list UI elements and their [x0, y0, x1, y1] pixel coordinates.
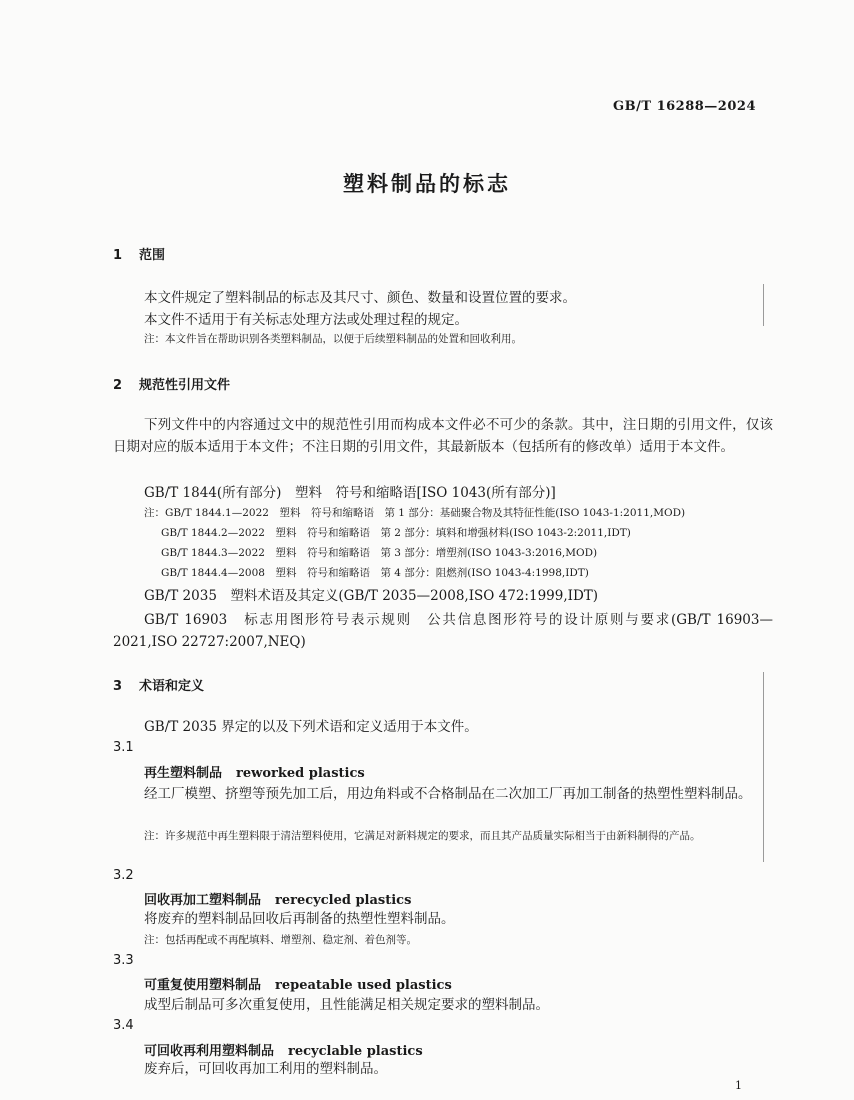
- page-number: 1: [735, 1079, 742, 1092]
- standard-number: GB/T 16288—2024: [613, 99, 756, 114]
- term-3-4-definition: 废弃后，可回收再加工利用的塑料制品。: [144, 1061, 387, 1077]
- reference-note-1: 注：GB/T 1844.1—2022 塑料 符号和缩略语 第 1 部分：基础聚合物及其特征性能(ISO 1043-1:2011,MOD): [144, 507, 686, 519]
- term-3-2-note: 注：包括再配或不再配填料、增塑剂、稳定剂、着色剂等。: [144, 934, 417, 946]
- section-number: 1: [113, 248, 123, 263]
- term-number: 3.4: [113, 1018, 134, 1033]
- term-number: 3.3: [113, 953, 134, 968]
- references-intro: 下列文件中的内容通过文中的规范性引用而构成本文件必不可少的条款。其中，注日期的引用文件，仅该日期对应的版本适用于本文件；不注日期的引用文件，其最新版本（包括所有的修改单）适用于本文件。: [113, 417, 773, 455]
- term-zh: 再生塑料制品: [144, 766, 223, 781]
- reference-note-4: GB/T 1844.4—2008 塑料 符号和缩略语 第 4 部分：阻燃剂(ISO 1043-4:1998,IDT): [161, 567, 589, 579]
- term-en: recyclable plastics: [288, 1044, 423, 1059]
- term-3-1-note: 注：许多规范中再生塑料限于清洁塑料使用，它满足对新料规定的要求，而且其产品质量实际相当于由新料制得的产品。: [144, 830, 701, 842]
- scope-paragraph-2: 本文件不适用于有关标志处理方法或处理过程的规定。: [144, 312, 468, 328]
- term-en: reworked plastics: [236, 766, 365, 781]
- term-3-3-definition: 成型后制品可多次重复使用，且性能满足相关规定要求的塑料制品。: [144, 997, 549, 1013]
- term-3-2-heading: [144, 889, 411, 908]
- section-3-heading: [113, 675, 204, 694]
- revision-bar: [763, 284, 764, 326]
- term-en: repeatable used plastics: [275, 978, 452, 993]
- section-1-heading: [113, 244, 165, 263]
- section-2-heading: [113, 374, 230, 393]
- reference-gbt2035: GB/T 2035 塑料术语及其定义(GB/T 2035—2008,ISO 472:1999,IDT): [144, 588, 599, 604]
- scope-note: 注：本文件旨在帮助识别各类塑料制品，以便于后续塑料制品的处置和回收利用。: [144, 333, 522, 345]
- section-title: 范围: [139, 248, 166, 263]
- reference-gbt16903: GB/T 16903 标志用图形符号表示规则 公共信息图形符号的设计原则与要求(GB/T 16903—2021,ISO 22727:2007,NEQ): [113, 612, 773, 650]
- section-number: 3: [113, 679, 123, 694]
- section-number: 2: [113, 378, 123, 393]
- term-number: 3.1: [113, 740, 134, 755]
- term-3-4-heading: [144, 1040, 423, 1059]
- term-zh: 可回收再利用塑料制品: [144, 1044, 275, 1059]
- term-3-1-heading: [144, 762, 365, 781]
- section-title: 规范性引用文件: [139, 378, 231, 393]
- scope-paragraph-1: 本文件规定了塑料制品的标志及其尺寸、颜色、数量和设置位置的要求。: [144, 290, 576, 306]
- term-en: rerecycled plastics: [275, 893, 412, 908]
- term-3-2-definition: 将废弃的塑料制品回收后再制备的热塑性塑料制品。: [144, 911, 455, 927]
- section-title: 术语和定义: [139, 679, 205, 694]
- reference-note-3: GB/T 1844.3—2022 塑料 符号和缩略语 第 3 部分：增塑剂(ISO 1043-3:2016,MOD): [161, 547, 598, 559]
- term-number: 3.2: [113, 868, 134, 883]
- terms-intro: GB/T 2035 界定的以及下列术语和定义适用于本文件。: [144, 719, 478, 735]
- term-3-3-heading: [144, 974, 452, 993]
- term-3-1-definition: 经工厂模塑、挤塑等预先加工后，用边角料或不合格制品在二次加工厂再加工制备的热塑性塑料制品。: [144, 786, 752, 802]
- reference-note-2: GB/T 1844.2—2022 塑料 符号和缩略语 第 2 部分：填料和增强材料(ISO 1043-2:2011,IDT): [161, 527, 631, 539]
- reference-gbt1844: GB/T 1844(所有部分) 塑料 符号和缩略语[ISO 1043(所有部分)]: [144, 485, 556, 501]
- term-zh: 回收再加工塑料制品: [144, 893, 262, 908]
- page-title: 塑料制品的标志: [343, 172, 511, 196]
- term-zh: 可重复使用塑料制品: [144, 978, 262, 993]
